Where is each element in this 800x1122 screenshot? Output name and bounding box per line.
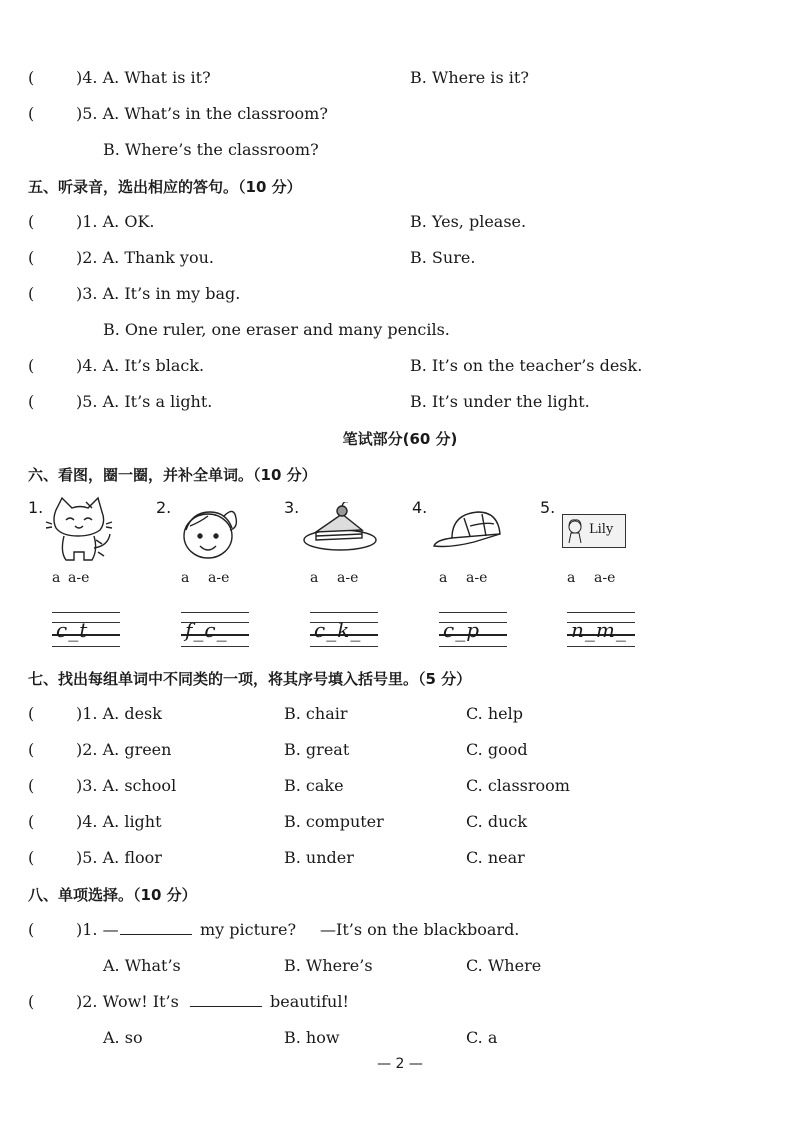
section-5-heading: 五、听录音，选出相应的答句。（10 分） <box>28 178 302 196</box>
question-row <box>0 698 800 728</box>
question-row <box>0 806 800 836</box>
option-c: C. classroom <box>466 776 570 795</box>
question-row <box>0 350 800 380</box>
option-b: B. under <box>284 848 354 867</box>
picture-item-4 <box>412 496 522 566</box>
cat-image <box>44 496 124 566</box>
picture-item-3 <box>284 496 394 566</box>
section-8-heading: 八、单项选择。（10 分） <box>28 886 197 904</box>
writing-grid[interactable] <box>439 610 507 648</box>
option-a: )5. A. What’s in the classroom? <box>76 104 328 123</box>
question-text: my picture? <box>200 920 297 939</box>
word-blank: c_t <box>56 618 89 642</box>
section-6-heading: 六、看图，圈一圈，并补全单词。（10 分） <box>28 466 317 484</box>
question-row <box>0 734 800 764</box>
item-number: 1. <box>28 498 44 517</box>
word-blank: c_p <box>443 618 481 642</box>
question-row <box>0 986 800 1016</box>
writing-grid[interactable] <box>567 610 635 648</box>
choice-a[interactable]: a <box>52 570 61 586</box>
option-a: )4. A. What is it? <box>76 68 211 87</box>
choice-a[interactable]: a <box>439 570 448 586</box>
option-b: B. chair <box>284 704 348 723</box>
section-heading <box>0 662 800 692</box>
question-row <box>0 914 800 944</box>
question-row <box>0 386 800 416</box>
option-b: B. Sure. <box>410 248 476 267</box>
answer-paren[interactable]: ( <box>28 704 35 723</box>
writing-grid[interactable] <box>310 610 378 648</box>
picture-item-5 <box>540 496 650 566</box>
girl-icon <box>565 517 585 545</box>
question-answer: —It’s on the blackboard. <box>320 920 520 939</box>
answer-paren[interactable]: ( <box>28 848 35 867</box>
item-number: 5. <box>540 498 556 517</box>
option-b: B. cake <box>284 776 344 795</box>
section-heading <box>0 170 800 200</box>
option-a: )1. A. desk <box>76 704 162 723</box>
option-b: B. It’s under the light. <box>410 392 590 411</box>
option-c: C. duck <box>466 812 528 831</box>
item-number: 4. <box>412 498 428 517</box>
section-heading <box>0 458 800 488</box>
choice-a-e[interactable]: a-e <box>208 570 230 586</box>
answer-paren[interactable]: ( <box>28 776 35 795</box>
cap-image <box>430 504 520 574</box>
question-row <box>0 62 800 92</box>
word-blank: f_c_ <box>185 618 228 642</box>
answer-paren[interactable]: ( <box>28 104 35 123</box>
choice-a-e[interactable]: a-e <box>68 570 90 586</box>
option-a: )4. A. light <box>76 812 162 831</box>
options-row <box>0 1022 800 1052</box>
name-card-label: Lily <box>589 522 614 537</box>
writing-grid[interactable] <box>52 610 120 648</box>
option-c: C. near <box>466 848 525 867</box>
written-part-title-row <box>0 422 800 452</box>
option-b: B. Where is it? <box>410 68 529 87</box>
writing-grid[interactable] <box>181 610 249 648</box>
option-a: )5. A. It’s a light. <box>76 392 213 411</box>
question-row <box>0 278 800 308</box>
question-row <box>0 242 800 272</box>
choice-a[interactable]: a <box>567 570 576 586</box>
option-b: B. It’s on the teacher’s desk. <box>410 356 643 375</box>
item-number: 3. <box>284 498 300 517</box>
option-a: )3. A. It’s in my bag. <box>76 284 241 303</box>
question-row <box>0 206 800 236</box>
option-a: )5. A. floor <box>76 848 162 867</box>
answer-paren[interactable]: ( <box>28 812 35 831</box>
picture-item-1 <box>28 496 138 566</box>
option-b: B. Where’s <box>284 956 373 975</box>
fill-blank[interactable] <box>120 920 192 935</box>
picture-item-2 <box>156 496 266 566</box>
cake-image <box>300 502 390 572</box>
section-7-heading: 七、找出每组单词中不同类的一项，将其序号填入括号里。（5 分） <box>28 670 472 688</box>
section-heading <box>0 878 800 908</box>
written-part-title: 笔试部分(60 分) <box>342 430 458 448</box>
answer-paren[interactable]: ( <box>28 284 35 303</box>
option-c: C. a <box>466 1028 498 1047</box>
option-a: )1. A. OK. <box>76 212 155 231</box>
name-card-image <box>562 514 626 548</box>
choice-a-e[interactable]: a-e <box>466 570 488 586</box>
choice-a-e[interactable]: a-e <box>337 570 359 586</box>
fill-blank[interactable] <box>190 992 262 1007</box>
option-c: C. help <box>466 704 523 723</box>
option-b: B. Where’s the classroom? <box>103 140 319 159</box>
question-row <box>0 770 800 800</box>
option-a: A. so <box>103 1028 143 1047</box>
face-image <box>178 502 258 572</box>
word-blank: c_k_ <box>314 618 362 642</box>
question-text: beautiful! <box>270 992 349 1011</box>
choice-a[interactable]: a <box>310 570 319 586</box>
option-c: C. good <box>466 740 528 759</box>
option-a: )2. A. green <box>76 740 172 759</box>
answer-paren[interactable]: ( <box>28 920 35 939</box>
option-a: )3. A. school <box>76 776 177 795</box>
question-row <box>0 98 800 128</box>
options-row <box>0 950 800 980</box>
answer-paren[interactable]: ( <box>28 68 35 87</box>
answer-paren[interactable]: ( <box>28 248 35 267</box>
option-a: )4. A. It’s black. <box>76 356 205 375</box>
option-b: B. how <box>284 1028 340 1047</box>
choice-a[interactable]: a <box>181 570 190 586</box>
option-b: B. computer <box>284 812 384 831</box>
page-number: — 2 — <box>377 1056 423 1072</box>
option-a: )2. A. Thank you. <box>76 248 214 267</box>
option-b: B. Yes, please. <box>410 212 527 231</box>
option-b: B. One ruler, one eraser and many pencils. <box>103 320 450 339</box>
answer-paren[interactable]: ( <box>28 740 35 759</box>
answer-paren[interactable]: ( <box>28 212 35 231</box>
word-blank: n_m_ <box>571 618 627 642</box>
question-prefix: )1. — <box>76 920 119 939</box>
question-row <box>0 314 800 344</box>
choice-a-e[interactable]: a-e <box>594 570 616 586</box>
option-a: A. What’s <box>103 956 181 975</box>
answer-paren[interactable]: ( <box>28 356 35 375</box>
question-row <box>0 134 800 164</box>
answer-paren[interactable]: ( <box>28 992 35 1011</box>
question-row <box>0 842 800 872</box>
option-b: B. great <box>284 740 350 759</box>
answer-paren[interactable]: ( <box>28 392 35 411</box>
option-c: C. Where <box>466 956 542 975</box>
question-prefix: )2. Wow! It’s <box>76 992 179 1011</box>
item-number: 2. <box>156 498 172 517</box>
